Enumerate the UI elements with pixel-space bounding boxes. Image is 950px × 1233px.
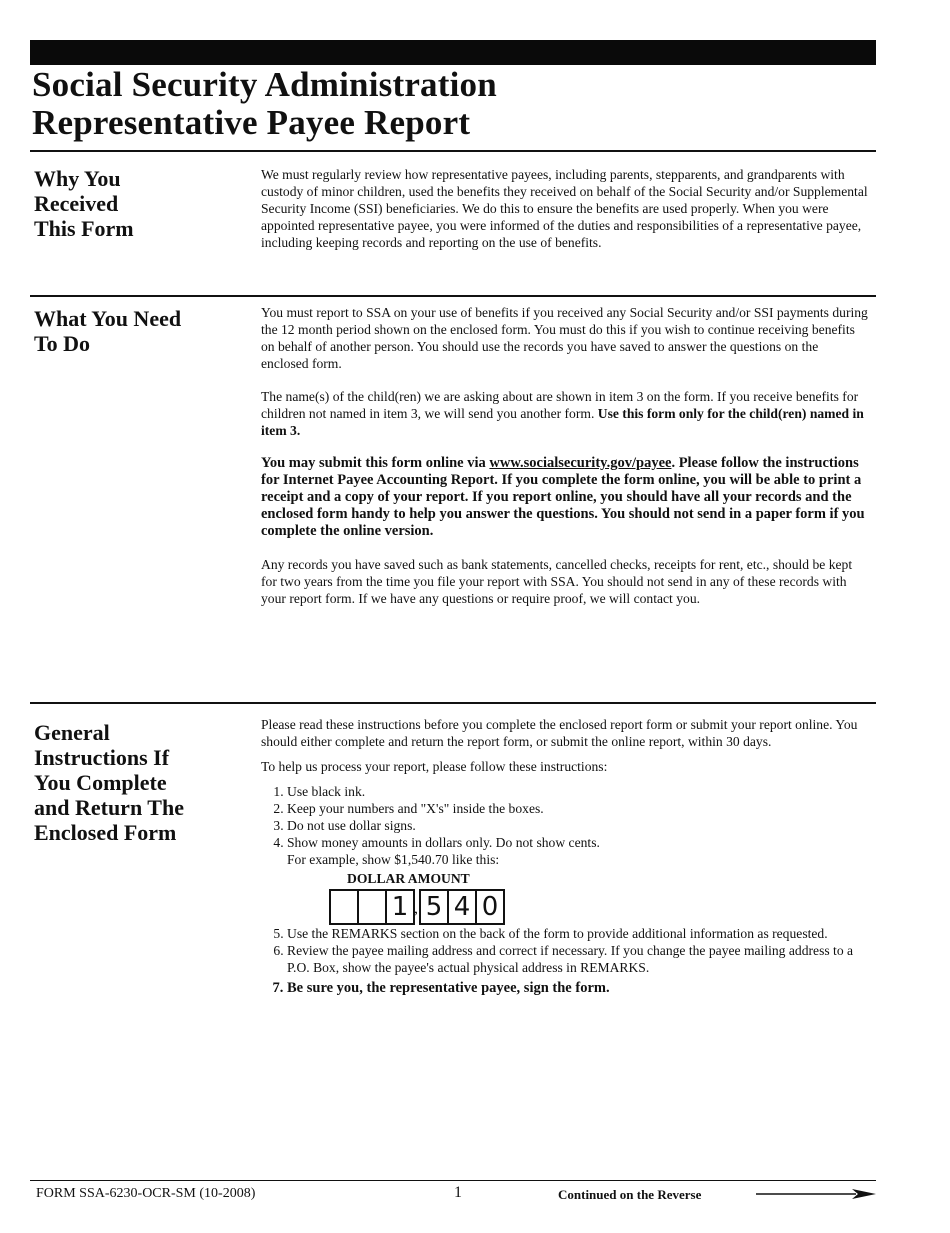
what-paragraph-1: You must report to SSA on your use of benefits if you received any Social Security and/or SSI payments during the 12 month period shown on the enclosed form. You must do this if you wish to continue receiving benefits on behalf of another person. You should use the records you have saved to answer the questions on the enclosed form. <box>261 305 868 371</box>
page-number: 1 <box>454 1184 462 1201</box>
list-item: 5. Use the REMARKS section on the back of the form to provide additional information as requested. <box>287 925 869 942</box>
why-heading-line: Received <box>34 191 119 216</box>
general-heading-line: Enclosed Form <box>34 820 177 845</box>
digit-box: 0 <box>475 889 505 925</box>
what-heading-line: To Do <box>34 331 91 356</box>
dollar-amount-label: DOLLAR AMOUNT <box>347 871 470 886</box>
instructions-list <box>261 783 869 997</box>
list-item: 1. Use black ink. <box>287 783 869 800</box>
dollar-amount-boxes <box>329 889 869 923</box>
what-paragraph-4: Any records you have saved such as bank statements, cancelled checks, receipts for rent, etc., should be kept for two years from the time you file your report with SSA. You should not send in any of these records with your report form. If we have any questions or require proof, we will contact you. <box>261 557 853 606</box>
title-line-1: Social Security Administration <box>32 65 497 104</box>
general-heading <box>34 720 184 845</box>
general-intro: Please read these instructions before you complete the enclosed report form or submit your report online. You should either complete and return the report form, or submit the online report, within 30 days. <box>261 717 858 749</box>
general-body <box>261 716 869 997</box>
digit-box: 1 <box>385 889 415 925</box>
general-heading-line: Instructions If <box>34 745 170 770</box>
title-line-2: Representative Payee Report <box>32 103 471 142</box>
why-paragraph: We must regularly review how representative payees, including parents, stepparents, and grandparents with custody of minor children, used the benefits they received on behalf of the Social Security and/or Supplemental Security Income (SSI) beneficiaries. We do this to ensure the benefits are used properly. When you were appointed representative payee, you were informed of the duties and responsibilities of a representative payee, including keeping records and reporting on the use of benefits. <box>261 167 868 250</box>
what-body <box>261 304 869 623</box>
why-heading <box>34 166 134 241</box>
what-p2-text: The name(s) of the child(ren) we are asking about are shown in item 3 on the form. If you receive benefits for children not named in item 3, we will send you another form. <box>261 389 859 421</box>
header-bar <box>30 40 876 65</box>
general-heading-line: You Complete <box>34 770 167 795</box>
what-heading-line: What You Need <box>34 306 182 331</box>
digit-box <box>329 889 359 925</box>
list-item: 3. Do not use dollar signs. <box>287 817 869 834</box>
why-body <box>261 166 869 267</box>
general-heading-line: and Return The <box>34 795 184 820</box>
example-text: For example, show $1,540.70 like this: <box>287 852 500 867</box>
list-item: 2. Keep your numbers and "X's" inside the boxes. <box>287 800 869 817</box>
arrow-right-icon <box>756 1187 876 1201</box>
what-heading <box>34 306 181 356</box>
divider <box>30 702 876 704</box>
why-heading-line: This Form <box>34 216 134 241</box>
list-item: 7. Be sure you, the representative payee, sign the form. <box>287 980 869 997</box>
form-id: FORM SSA-6230-OCR-SM (10-2008) <box>36 1186 256 1201</box>
list-item-text: Show money amounts in dollars only. Do not show cents. <box>287 835 600 850</box>
why-heading-line: Why You <box>34 166 121 191</box>
general-help: To help us process your report, please follow these instructions: <box>261 759 608 774</box>
footer-divider <box>30 1180 876 1181</box>
what-paragraph-2 <box>261 388 869 439</box>
divider <box>30 295 876 297</box>
what-p3-text: You may submit this form online via <box>261 455 490 471</box>
comma-separator: , <box>414 900 418 917</box>
list-item: 6. Review the payee mailing address and correct if necessary. If you change the payee mailing address to a P.O. Box, show the payee's actual physical address in REMARKS. <box>287 942 869 976</box>
continued-text: Continued on the Reverse <box>558 1187 702 1202</box>
divider <box>30 150 876 152</box>
digit-box: 4 <box>447 889 477 925</box>
payee-link[interactable]: www.socialsecurity.gov/payee <box>489 455 672 471</box>
what-p3-end: . Please follow the instructions for Internet Payee Accounting Report. If you complete the form online, you will be able to print a receipt and a copy of your report. If you report online, you should have all your records and the enclosed form handy to help you answer the questions. You should not send in a paper form if you complete the online version. <box>261 455 865 539</box>
general-heading-line: General <box>34 720 110 745</box>
page-title <box>32 66 497 142</box>
what-paragraph-3 <box>261 455 869 540</box>
what-p2-bold: Use this form only for the child(ren) named in item 3. <box>261 406 864 438</box>
digit-box <box>357 889 387 925</box>
digit-box: 5 <box>419 889 449 925</box>
list-item <box>287 834 869 923</box>
